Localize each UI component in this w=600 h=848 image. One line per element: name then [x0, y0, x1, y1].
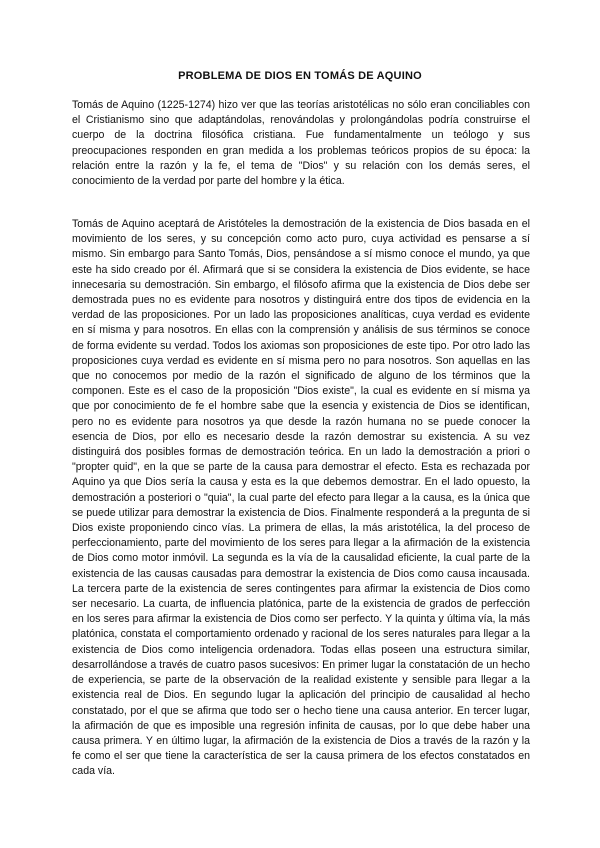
paragraph-body: Tomás de Aquino aceptará de Aristóteles la demostración de la existencia de Dios basada en el movimiento de los seres, y su concepción como acto puro, cuya actividad es pensarse a sí mismo. Sin embargo para Santo Tomás, Dios, pensándose a sí mismo conoce el mundo, ya que este ha sido creado por él. Afirmará que si se considera la existencia de Dios evidente, se hace innecesaria su demostración. Sin embargo, el filósofo afirma que la existencia de Dios debe ser demostrada pues no es evidente para nosotros y distinguirá entre dos tipos de evidencia en la verdad de las proposiciones. Por un lado las proposiciones analíticas, cuya verdad es evidente en sí misma y para nosotros. En ellas con la comprensión y análisis de sus términos se conoce de forma evidente su verdad. Todos los axiomas son proposiciones de este tipo. Por otro lado las proposiciones cuya verdad es evidente en sí misma pero no para nosotros. Son aquellas en las que no conocemos por medio de la razón el significado de alguno de los términos que la componen. Este es el caso de la proposición "Dios existe", la cual es evidente en sí misma ya que por conocimiento de fe el hombre sabe que la esencia y existencia de Dios se identifican, pero no es evidente para nosotros ya que desde la razón humana no se puede conocer la esencia de Dios, por ello es necesario desde la razón demostrar su existencia. A su vez distinguirá dos posibles formas de demostración teórica. En un lado la demostración a priori o "propter quid", en la que se parte de la causa para demostrar el efecto. Esta es rechazada por Aquino ya que Dios sería la causa y esta es la que debemos demostrar. En el lado opuesto, la demostración a posteriori o "quia", la cual parte del efecto para llegar a la causa, es la única que se puede utilizar para demostrar la existencia de Dios. Finalmente responderá a la pregunta de si Dios existe proponiendo cinco vías. La primera de ellas, la más aristotélica, la del proceso de perfeccionamiento, parte del movimiento de los seres para llegar a la afirmación de la existencia de Dios como motor inmóvil. La segunda es la vía de la causalidad eficiente, la cual parte de la existencia de las causas causadas para demostrar la existencia de Dios como causa incausada. La tercera parte de la existencia de seres contingentes para afirmar la existencia de Dios como ser necesario. La cuarta, de influencia platónica, parte de la existencia de grados de perfección en los seres para afirmar la existencia de Dios como ser perfecto. Y la quinta y última vía, la más platónica, constata el comportamiento ordenado y racional de los seres naturales para llegar a la existencia de Dios como inteligencia ordenadora. Todas ellas poseen una estructura similar, desarrollándose a través de cuatro pasos sucesivos: En primer lugar la constatación de un hecho de experiencia, se parte de la observación de la realidad existente y sensible para llegar a la existencia real de Dios. En segundo lugar la aplicación del principio de causalidad al hecho constatado, por el que se afirma que todo ser o hecho tiene una causa anterior. En tercer lugar, la afirmación de que es imposible una regresión infinita de causas, por lo que debe haber una causa primera. Y en último lugar, la afirmación de la existencia de Dios a través de la razón y la fe como el ser que tiene la característica de ser la causa primera de los efectos constatados en cada vía.: [72, 218, 530, 778]
paragraph-intro: Tomás de Aquino (1225-1274) hizo ver que las teorías aristotélicas no sólo eran conciliables con el Cristianismo sino que adaptándolas, renovándolas y prolongándolas podría construirse el cuerpo de la doctrina filosófica cristiana. Fue fundamentalmente un teólogo y sus preocupaciones responden en gran medida a los problemas teóricos propios de su época: la relación entre la razón y la fe, el tema de "Dios" y su relación con los demás seres, el conocimiento de la verdad por parte del hombre y la ética.: [72, 99, 530, 188]
page-title: PROBLEMA DE DIOS EN TOMÁS DE AQUINO: [178, 70, 422, 82]
